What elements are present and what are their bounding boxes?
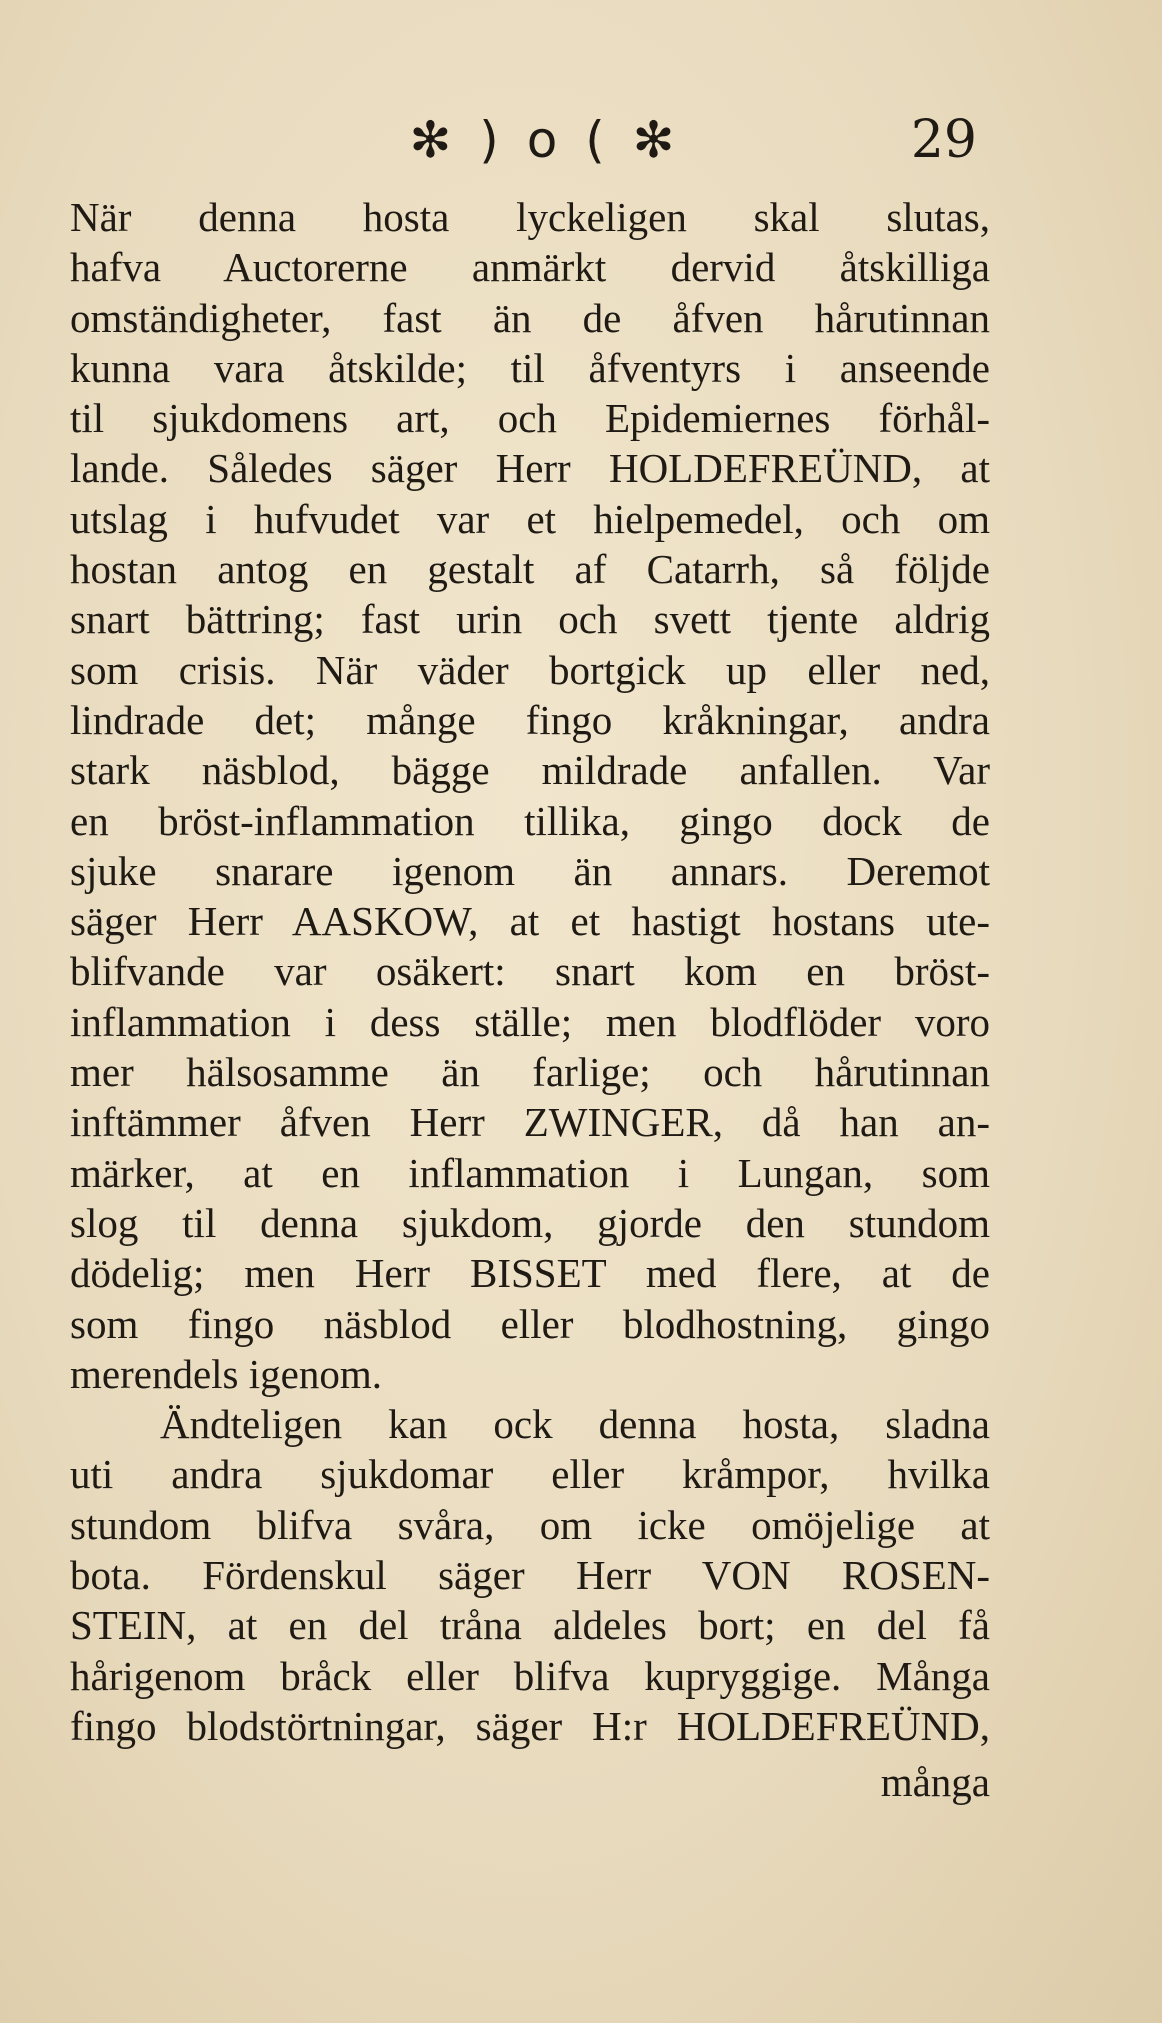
text-line: som crisis. När väder bortgick up eller ned, — [70, 646, 990, 693]
text-line: STEIN, at en del tråna aldeles bort; en del få — [70, 1602, 990, 1649]
text-line: uti andra sjukdomar eller kråmpor, hvilka — [70, 1451, 990, 1498]
text-line: dödelig; men Herr BISSET med flere, at de — [70, 1250, 990, 1297]
text-line: inflammation i dess ställe; men blodflöder voro — [70, 998, 990, 1045]
text-line: lindrade det; månge fingo kråkningar, andra — [70, 696, 990, 743]
body-text — [70, 192, 990, 1808]
text-line: merendels igenom. — [70, 1350, 382, 1397]
text-line: utslag i hufvudet var et hielpemedel, och om — [70, 495, 990, 542]
text-line: säger Herr AASKOW, at et hastigt hostans ute- — [70, 898, 990, 945]
catchword: många — [880, 1759, 990, 1806]
text-line: märker, at en inflammation i Lungan, som — [70, 1149, 990, 1196]
text-line: När denna hosta lyckeligen skal slutas, — [70, 194, 990, 240]
text-line: inftämmer åfven Herr ZWINGER, då han an- — [70, 1099, 990, 1146]
text-line: omständigheter, fast än de åfven hårutinnan — [70, 294, 990, 341]
text-line: mer hälsosamme än farlige; och hårutinnan — [70, 1049, 990, 1096]
text-line: blifvande var osäkert: snart kom en bröst- — [70, 948, 990, 995]
text-line: til sjukdomens art, och Epidemiernes förhål- — [70, 395, 990, 442]
text-line: kunna vara åtskilde; til åfventyrs i anseende — [70, 344, 990, 391]
text-line: slog til denna sjukdom, gjorde den stundom — [70, 1199, 990, 1246]
running-header — [0, 110, 1162, 170]
text-line: stark näsblod, bägge mildrade anfallen. Var — [70, 747, 990, 794]
text-line: hafva Auctorerne anmärkt dervid åtskilliga — [70, 244, 990, 291]
text-line: som fingo näsblod eller blodhostning, gingo — [70, 1300, 990, 1347]
text-line: hårigenom bråck eller blifva kupryggige. Många — [70, 1652, 990, 1699]
text-line: hostan antog en gestalt af Catarrh, så följde — [70, 546, 990, 593]
text-line: lande. Således säger Herr HOLDEFREÜND, at — [70, 445, 990, 492]
text-line: bota. Fördenskul säger Herr VON ROSEN- — [70, 1552, 990, 1599]
text-line: en bröst-inflammation tillika, gingo dock de — [70, 797, 990, 844]
header-ornament: ✻ ) o ( ✻ — [409, 111, 681, 169]
text-line: stundom blifva svåra, om icke omöjelige at — [70, 1501, 990, 1548]
text-line: Ändteligen kan ock denna hosta, sladna — [160, 1401, 990, 1448]
text-line: fingo blodstörtningar, säger H:r HOLDEFREÜND, — [70, 1702, 990, 1749]
page-number: 29 — [910, 110, 977, 170]
text-line: sjuke snarare igenom än annars. Deremot — [70, 847, 990, 894]
text-line: snart bättring; fast urin och svett tjente aldrig — [70, 596, 990, 643]
